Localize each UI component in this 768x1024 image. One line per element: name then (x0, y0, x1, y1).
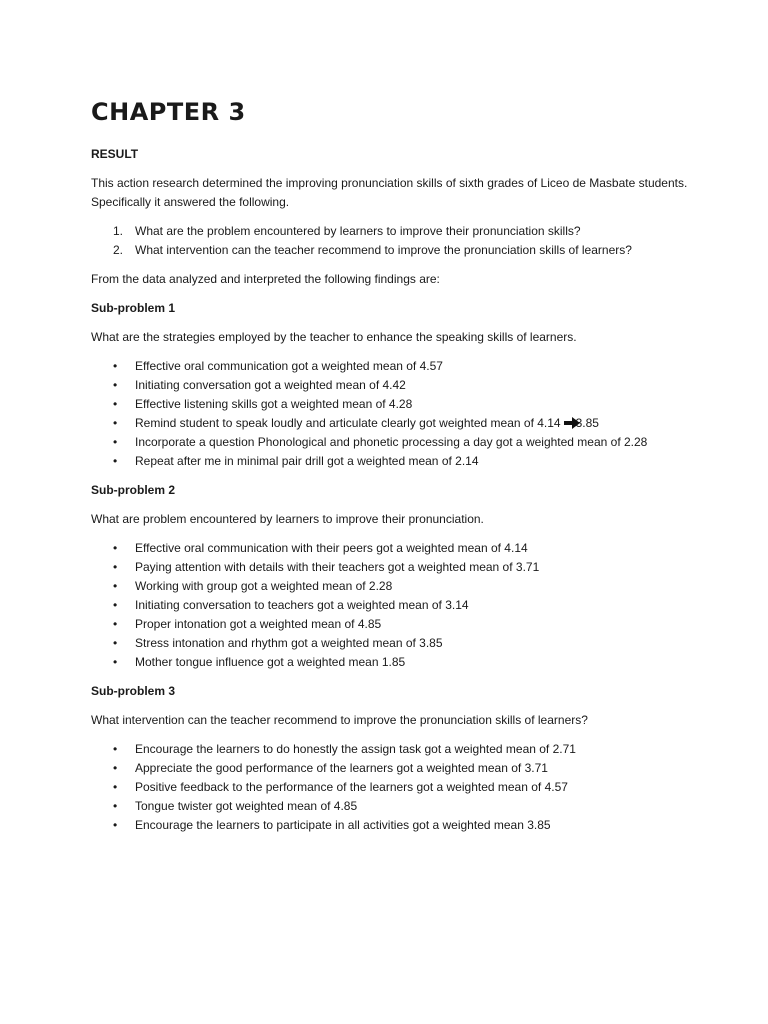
bullet-icon: • (113, 799, 118, 813)
list-item (113, 615, 731, 634)
item-text: Mother tongue influence got a weighted mean 1.85 (135, 655, 406, 669)
list-item (113, 395, 731, 414)
item-text: Appreciate the good performance of the learners got a weighted mean of 3.71 (135, 761, 548, 775)
item-text: Repeat after me in minimal pair drill got a weighted mean of 2.14 (135, 454, 479, 468)
item-text: Effective oral communication got a weighted mean of 4.57 (135, 359, 443, 373)
subproblem-3-list (91, 740, 731, 835)
list-item (113, 577, 731, 596)
item-text: Incorporate a question Phonological and phonetic processing a day got a weighted mean of 2.28 (135, 435, 648, 449)
item-text: Encourage the learners to participate in all activities got a weighted mean 3.85 (135, 818, 551, 832)
bullet-icon: • (113, 454, 118, 468)
bullet-icon: • (113, 378, 118, 392)
section-label: RESULT (91, 147, 139, 161)
item-text: Remind student to speak loudly and articulate clearly got weighted mean of 4.14 (135, 416, 561, 430)
list-number: 2. (113, 243, 124, 257)
bullet-icon: • (113, 435, 118, 449)
list-item (113, 357, 731, 376)
bullet-icon: • (113, 761, 118, 775)
subproblem-2-question: What are problem encountered by learners to improve their pronunciation. (91, 512, 484, 526)
item-text: Encourage the learners to do honestly the assign task got a weighted mean of 2.71 (135, 742, 576, 756)
intro-paragraph: This action research determined the improving pronunciation skills of sixth grades of Liceo de Masbate students. Specifically it answered the following. (91, 176, 688, 209)
list-item (113, 759, 731, 778)
subproblem-1-list (91, 357, 731, 471)
bullet-icon: • (113, 636, 118, 650)
item-text: Initiating conversation got a weighted mean of 4.42 (135, 378, 406, 392)
bullet-icon: • (113, 416, 118, 430)
findings-lead: From the data analyzed and interpreted the following findings are: (91, 272, 440, 286)
list-item (113, 241, 731, 260)
item-text: Positive feedback to the performance of the learners got a weighted mean of 4.57 (135, 780, 568, 794)
list-item (113, 634, 731, 653)
list-item (113, 596, 731, 615)
document-page (91, 96, 731, 845)
subproblem-1-question: What are the strategies employed by the teacher to enhance the speaking skills of learners. (91, 330, 577, 344)
bullet-icon: • (113, 359, 118, 373)
research-questions-list (91, 222, 731, 260)
subproblem-2-list (91, 539, 731, 672)
list-item (113, 778, 731, 797)
list-item (113, 376, 731, 395)
list-item (113, 558, 731, 577)
bullet-icon: • (113, 541, 118, 555)
bullet-icon: • (113, 742, 118, 756)
bullet-icon: • (113, 598, 118, 612)
list-item (113, 414, 731, 433)
bullet-icon: • (113, 397, 118, 411)
list-item (113, 539, 731, 558)
question-text: What are the problem encountered by learners to improve their pronunciation skills? (135, 224, 581, 238)
item-text: Stress intonation and rhythm got a weighted mean of 3.85 (135, 636, 443, 650)
bullet-icon: • (113, 617, 118, 631)
subproblem-3-heading: Sub-problem 3 (91, 684, 176, 698)
item-text: Working with group got a weighted mean of 2.28 (135, 579, 393, 593)
bullet-icon: • (113, 655, 118, 669)
list-item (113, 222, 731, 241)
bullet-icon: • (113, 579, 118, 593)
question-text: What intervention can the teacher recommend to improve the pronunciation skills of learners? (135, 243, 632, 257)
list-item (113, 653, 731, 672)
arrow-value: 3.85 (575, 416, 599, 430)
chapter-title: CHAPTER 3 (91, 98, 246, 126)
item-text: Paying attention with details with their teachers got a weighted mean of 3.71 (135, 560, 540, 574)
subproblem-1-heading: Sub-problem 1 (91, 301, 176, 315)
bullet-icon: • (113, 560, 118, 574)
item-text: Effective listening skills got a weighted mean of 4.28 (135, 397, 413, 411)
list-number: 1. (113, 224, 124, 238)
list-item (113, 740, 731, 759)
right-arrow-icon (564, 418, 580, 428)
list-item (113, 433, 731, 452)
list-item (113, 816, 731, 835)
list-item (113, 797, 731, 816)
bullet-icon: • (113, 780, 118, 794)
item-text: Effective oral communication with their peers got a weighted mean of 4.14 (135, 541, 528, 555)
bullet-icon: • (113, 818, 118, 832)
item-text: Proper intonation got a weighted mean of 4.85 (135, 617, 382, 631)
item-text: Tongue twister got weighted mean of 4.85 (135, 799, 358, 813)
subproblem-2-heading: Sub-problem 2 (91, 483, 176, 497)
subproblem-3-question: What intervention can the teacher recommend to improve the pronunciation skills of learners? (91, 713, 588, 727)
item-text: Initiating conversation to teachers got a weighted mean of 3.14 (135, 598, 469, 612)
list-item (113, 452, 731, 471)
